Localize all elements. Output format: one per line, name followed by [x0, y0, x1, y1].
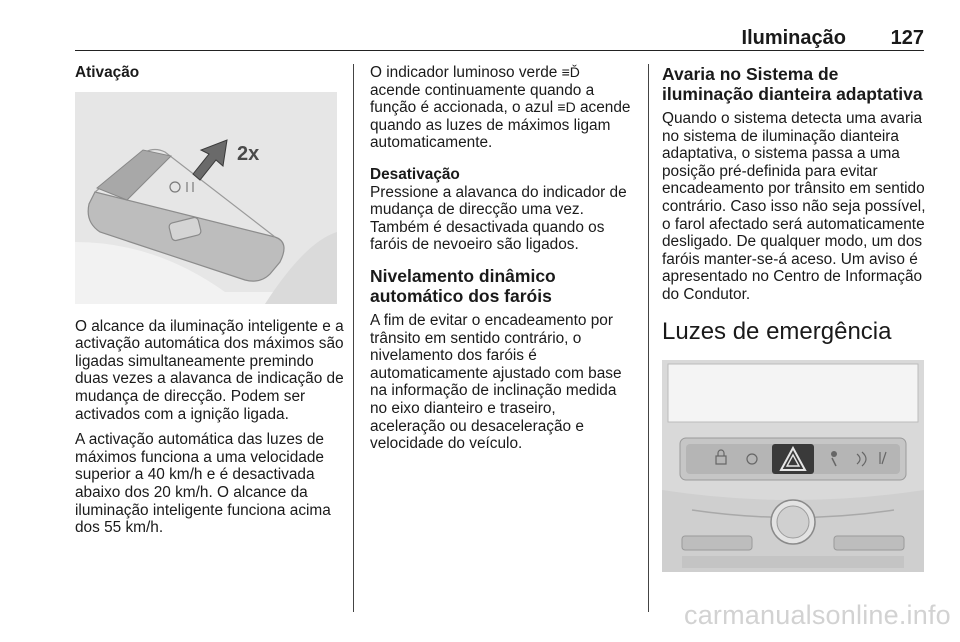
page-number: 127 [890, 27, 924, 49]
deactivation-heading: Desativação [370, 165, 460, 183]
column-divider [648, 64, 649, 612]
leveling-heading: Nivelamento dinâmico automático dos faróis [370, 265, 556, 306]
paragraph: O alcance da iluminação inteligente e a activação automática dos máximos são ligadas simultaneamente premindo duas vezes a alavanca de indicação de mudança de direcção. Podem ser activados com a ignição ligada. [75, 317, 344, 423]
turn-signal-lever-figure [75, 92, 337, 304]
high-beam-assist-green-icon: ≡Ď [561, 64, 580, 80]
hazard-switch-figure [662, 360, 924, 572]
paragraph: A fim de evitar o encadeamento por trânsito em sentido contrário, o nivelamento dos faróis é automaticamente ajustado com base na informação de inclinação medida no eixo dianteiro e traseiro, aceleração ou desaceleração e velocidade do veículo. [370, 311, 622, 453]
paragraph: Pressione a alavanca do indicador de mudança de direcção uma vez. Também é desactivada quando os faróis de nevoeiro são ligados. [370, 183, 627, 254]
watermark: carmanualsonline.info [684, 600, 951, 630]
high-beam-blue-icon: ≡D [557, 99, 576, 116]
text-fragment: acende continuamente quando a função é accionada, o azul [370, 81, 595, 117]
figure-label-2x: 2x [237, 142, 260, 165]
paragraph: A activação automática das luzes de máximos funciona a uma velocidade superior a 40 km/h e é desactivada abaixo dos 20 km/h. O alcance da iluminação inteligente funciona acima dos 55 km/h. [75, 431, 331, 537]
page-header [75, 26, 924, 51]
paragraph-indicator [370, 64, 632, 152]
column-right [662, 64, 926, 586]
fault-heading: Avaria no Sistema de iluminação dianteira adaptativa [662, 64, 923, 104]
text-fragment: acende quando as luzes de máximos ligam automaticamente. [370, 99, 631, 152]
text-fragment: O indicador luminoso verde [370, 64, 558, 81]
activation-heading: Ativação [75, 64, 140, 81]
column-divider [353, 64, 354, 612]
hazard-warning-icon [772, 444, 814, 474]
column-middle [370, 64, 632, 461]
column-left [75, 64, 345, 545]
paragraph: Quando o sistema detecta uma avaria no sistema de iluminação dianteira adaptativa, o sistema passa a uma posição pré-definida para evitar encadeamento por trânsito em sentido contrário. Caso isso não seja possível, o farol afectado será automaticamente desligado. De qualquer modo, um dos faróis manter-se-á aceso. Um aviso é apresentado no Centro de Informação do Condutor. [662, 110, 926, 303]
section-title: Iluminação [741, 27, 846, 49]
hazard-lights-heading: Luzes de emergência [662, 317, 892, 345]
